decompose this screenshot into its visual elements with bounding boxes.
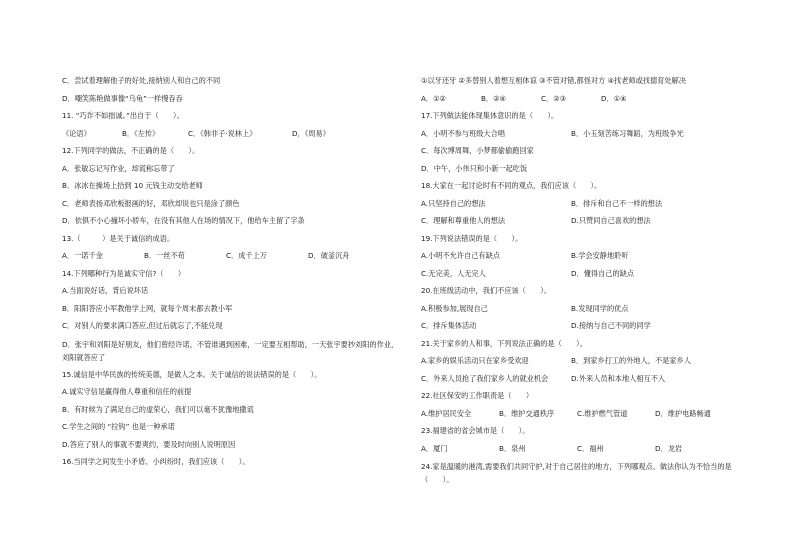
- question-line: D．依俱不小心撞坏小轿车，在没有其他人在场的情况下，他给车主留了字条: [62, 216, 305, 225]
- right-column: [421, 72, 761, 488]
- question-line: D.答应了别人的事就不要爽约，要及时向别人说明原因: [62, 439, 236, 449]
- question-line: D．嘲笑陈艳做事像“乌龟”一样慢吞吞: [62, 93, 183, 103]
- option: A．一诺千金: [62, 251, 103, 260]
- option: D．《周易》: [292, 128, 330, 138]
- option: D.只赞同自己喜欢的想法: [571, 216, 651, 225]
- question-line: 15.诚信是中华民族的传统美德，是做人之本。关于诚信的说法错误的是（ ）。: [62, 369, 322, 379]
- options-row: [421, 440, 761, 458]
- option: B．到家乡打工的外地人，不是家乡人: [571, 356, 691, 365]
- option: D.外来人员和本地人相互不入: [571, 373, 666, 383]
- question-line: 19.下列说法错误的是（ ）。: [421, 233, 523, 243]
- option: C．成千上万: [226, 251, 267, 260]
- question-line: C．尝试着理解他子的好处,接纳别人和自己的不同: [62, 76, 221, 85]
- option: C.无完美，人无完人: [421, 268, 486, 278]
- option: D．维护电路畅通: [655, 408, 711, 418]
- option: B．《左传》: [122, 128, 160, 138]
- question-line: A．张敏忘记写作业，却谎称忘带了: [62, 163, 175, 173]
- option: D．龙岩: [655, 443, 683, 453]
- question-line: 13.（ ）是关于诚信的成语。: [62, 233, 175, 243]
- option: A.小明不允许自己有缺点: [421, 251, 500, 260]
- question-line: 16.当同学之间发生小矛盾、小纠纷时，我们应该（ ）。: [62, 457, 250, 466]
- option: A．小明不参与班级大合唱: [421, 128, 505, 138]
- option: B．②④: [481, 93, 507, 103]
- option: D.接纳与自己不同的同学: [571, 321, 651, 330]
- question-line: A.诚实守信是赢得他人尊重和信任的前提: [62, 387, 192, 396]
- options-row: [421, 195, 761, 213]
- question-line: 11. “巧诈不如拙诚。”出自于（ ）。: [62, 111, 184, 120]
- option: D．懂得自己的缺点: [571, 268, 635, 278]
- option: C．外来人员抢了我们家乡人的就业机会: [421, 373, 549, 383]
- question-line: C.学生之间的 “拉钩” 也是一种承诺: [62, 422, 175, 431]
- question-line: ①以牙还牙 ②多替别人着想互相体谅 ③不管对错,都怪对方 ④找老师或找德育处解决: [421, 76, 686, 85]
- option: C．《韩非子·说林上》: [188, 128, 257, 138]
- option: C．理解和尊重他人的想法: [421, 216, 506, 225]
- option: A．厦门: [421, 443, 448, 453]
- question-line: 24.家是温暖的港湾,需要我们共同守护,对于自己居住的地方，下列哪观点、做法你认为不恰当的是（ ）。: [421, 462, 732, 484]
- question-line: 14.下列哪种行为是诚实守信?（ ）: [62, 268, 186, 278]
- question-line: 21.关于家乡的人和事，下列说法正确的是（ ）。: [421, 338, 587, 348]
- option: A.积极参加,展现自己: [421, 303, 488, 313]
- left-column: [62, 72, 402, 471]
- options-row: [421, 212, 761, 230]
- option: C.维护燃气管道: [577, 408, 628, 418]
- option: B.学会安静地聆听: [571, 251, 629, 260]
- question-line: 22.社区保安的工作职责是（ ）: [421, 391, 534, 400]
- question-line: D．张宇和刘阳是好朋友，他们曾经许诺，不管谁遇到困难，一定要互相帮助，一天张宇要抄刘阳的作业，刘阳就答应了: [62, 339, 399, 362]
- option: C．排斥集体活动: [421, 321, 477, 330]
- options-row: [421, 125, 761, 143]
- option: A.家乡的娱乐活动只在家乡受欢迎: [421, 356, 529, 365]
- question-line: 17.下列做法能体现集体意识的是（ ）。: [421, 111, 559, 120]
- option: B．泉州: [499, 443, 526, 453]
- options-row: [421, 317, 761, 335]
- question-line: 20.在班级活动中，我们不应该（ ）。: [421, 286, 552, 295]
- option: 《论语》: [62, 128, 91, 138]
- option: C．②③: [541, 93, 567, 103]
- option: A.只坚持自己的想法: [421, 198, 486, 208]
- question-line: A.当面说好话，背后说坏话: [62, 286, 149, 295]
- question-line: 12.下列同学的做法，不正确的是（ ）。: [62, 146, 200, 155]
- option: B．小玉刻苦练习舞蹈，为班级争光: [571, 128, 684, 138]
- question-line: B．冰冰在操场上拾到 10 元钱主动交给老师: [62, 181, 203, 190]
- option: B．排斥和自己不一样的想法: [571, 198, 663, 208]
- option: A.维护居民安全: [421, 408, 472, 418]
- option: A．①②: [421, 93, 446, 103]
- options-row: [421, 90, 761, 108]
- option: B.发现同学的优点: [571, 303, 629, 313]
- question-line: C．每次博周舞，小梦都偷偷跑回家: [421, 146, 534, 155]
- options-row: [421, 265, 761, 283]
- option: B．维护交通秩序: [499, 408, 555, 418]
- question-line: 18.大家在一起讨论时有不同的观点，我们应该（ ）。: [421, 181, 602, 190]
- question-line: 23.福建省的省会城市是（ ）。: [421, 426, 530, 435]
- question-line: C．对别人的要求满口答应,但过后就忘了,不能兑现: [62, 321, 223, 330]
- options-row: [421, 352, 761, 370]
- options-row: [421, 300, 761, 318]
- question-line: D．中午，小伟只和小新一起吃饭: [421, 163, 528, 173]
- options-row: [62, 247, 402, 265]
- option: C．福州: [577, 443, 604, 453]
- options-row: [421, 247, 761, 265]
- options-row: [421, 405, 761, 423]
- options-row: [62, 125, 402, 143]
- options-row: [421, 370, 761, 388]
- option: B．一丝不苟: [144, 251, 185, 260]
- question-line: B．阳阳答应小军教他学上网，就每个周末都去教小军: [62, 303, 233, 313]
- question-line: B．有时候为了满足自己的虚荣心，我们可以毫不犹豫地撒谎: [62, 404, 254, 414]
- option: D．①④: [601, 93, 627, 103]
- question-line: C．老师表扬邓欣板报画的好，邓欣却说也只是涂了颜色: [62, 198, 240, 208]
- option: D．破釜沉舟: [308, 251, 350, 260]
